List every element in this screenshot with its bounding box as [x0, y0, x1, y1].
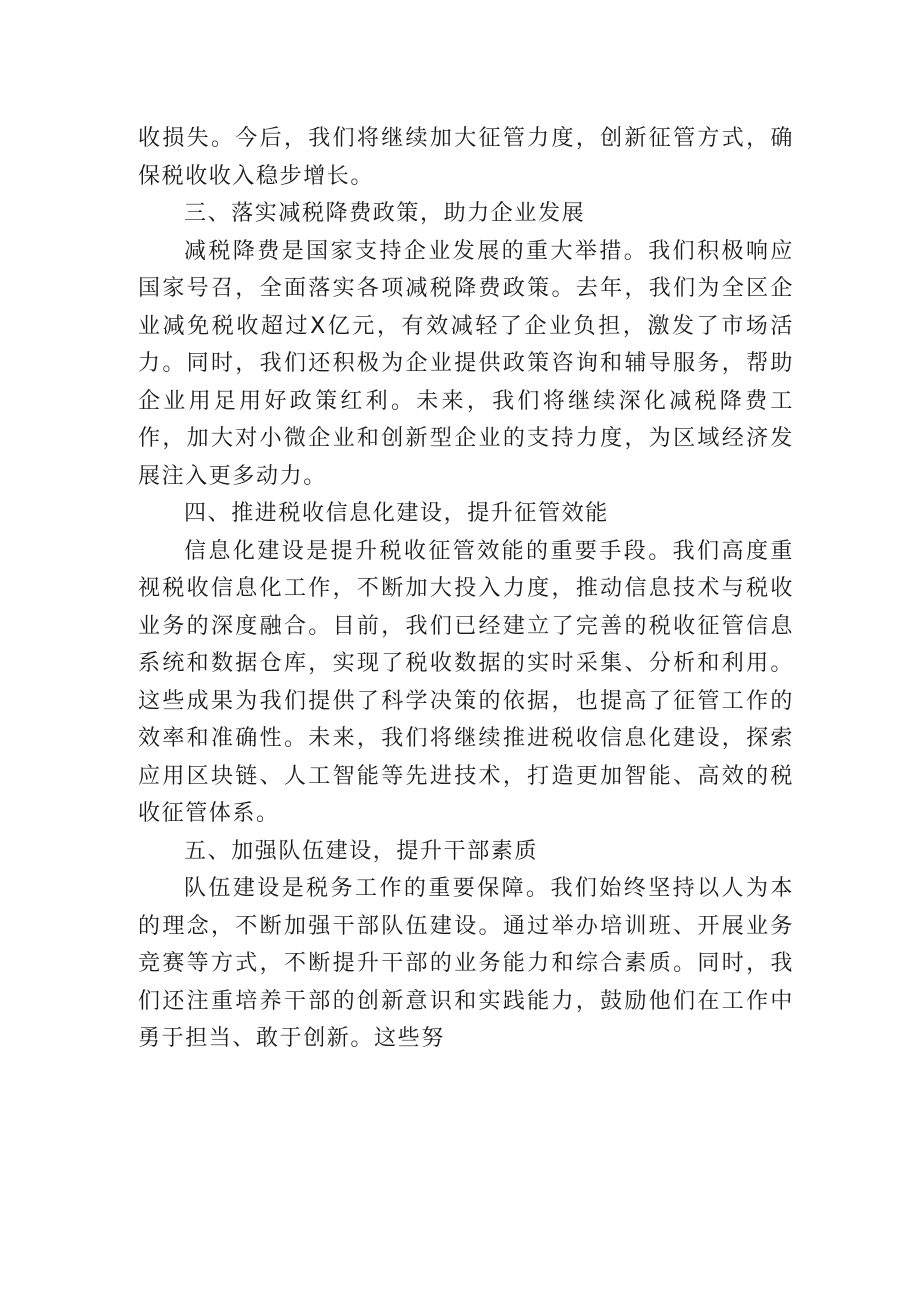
paragraph-tax-reduction: 减税降费是国家支持企业发展的重大举措。我们积极响应国家号召，全面落实各项减税降费政策。去年，我们为全区企业减免税收超过X亿元，有效减轻了企业负担，激发了市场活力。同时，我们还积极为企业提供政策咨询和辅导服务，帮助企业用足用好政策红利。未来，我们将继续深化减税降费工作，加大对小微企业和创新型企业的支持力度，为区域经济发展注入更多动力。	[138, 238, 794, 489]
paragraph-team-building: 队伍建设是税务工作的重要保障。我们始终坚持以人为本的理念，不断加强干部队伍建设。通过举办培训班、开展业务竞赛等方式，不断提升干部的业务能力和综合素质。同时，我们还注重培养干部的创新意识和实践能力，鼓励他们在工作中勇于担当、敢于创新。这些努	[138, 876, 794, 1051]
section-heading-three: 三、落实减税降费政策，助力企业发展	[184, 201, 586, 226]
section-heading-four: 四、推进税收信息化建设，提升征管效能	[184, 501, 609, 526]
document-body	[138, 120, 794, 1058]
section-heading-five: 五、加强队伍建设，提升干部素质	[184, 838, 539, 864]
paragraph-informatization: 信息化建设是提升税收征管效能的重要手段。我们高度重视税收信息化工作，不断加大投入力度，推动信息技术与税收业务的深度融合。目前，我们已经建立了完善的税收征管信息系统和数据仓库，实现了税收数据的实时采集、分析和利用。这些成果为我们提供了科学决策的依据，也提高了征管工作的效率和准确性。未来，我们将继续推进税收信息化建设，探索应用区块链、人工智能等先进技术，打造更加智能、高效的税收征管体系。	[138, 538, 794, 826]
paragraph-continued: 收损失。今后，我们将继续加大征管力度，创新征管方式，确保税收收入稳步增长。	[138, 126, 794, 189]
